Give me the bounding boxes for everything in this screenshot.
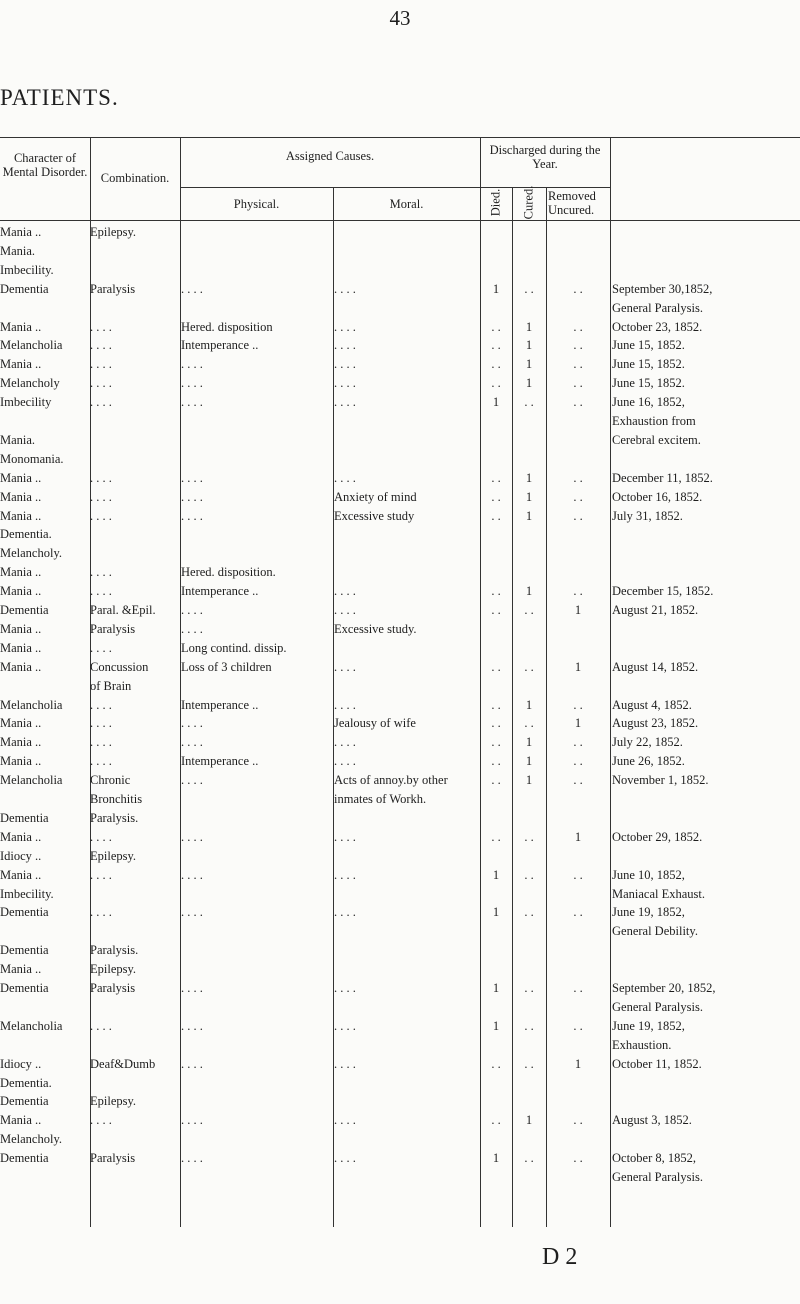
cell-comb: of Brain <box>90 678 132 693</box>
cell-comb: . . . . <box>90 867 112 882</box>
cell-dis: Melancholia <box>0 773 63 788</box>
cell-comb: Paral. &Epil. <box>90 603 156 617</box>
cell-died: . . <box>491 773 501 788</box>
cell-phys: . . . . <box>181 867 203 882</box>
cell-died: . . <box>491 470 501 485</box>
cell-moral: . . . . <box>334 395 356 410</box>
cell-rem: . . <box>573 735 583 750</box>
cell-date: Maniacal Exhaust. <box>612 886 706 901</box>
cell-dis: Dementia <box>0 603 49 617</box>
cell-cured: 1 <box>525 1113 533 1128</box>
cell-rem: . . <box>573 905 583 920</box>
cell-dis: Mania .. <box>0 716 42 731</box>
cell-date: October 23, 1852. <box>612 319 703 334</box>
cell-cured: . . <box>524 603 534 617</box>
cell-rem: 1 <box>574 716 582 731</box>
cell-cured: . . <box>524 281 534 296</box>
cell-rem: 1 <box>574 829 582 844</box>
cell-rem: . . <box>573 508 583 523</box>
cell-moral: . . . . <box>334 1151 356 1166</box>
cell-dis: Dementia <box>0 905 49 920</box>
cell-rem: . . <box>573 395 583 410</box>
patients-table <box>0 137 800 1237</box>
cell-comb: . . . . <box>90 357 112 372</box>
cell-dis: Melancholy. <box>0 1132 63 1147</box>
cell-cured: . . <box>524 1151 534 1166</box>
cell-comb: . . . . <box>90 338 112 353</box>
cell-phys: . . . . <box>181 1018 203 1033</box>
cell-cured: 1 <box>525 773 533 788</box>
header-discharged: Discharged during the Year. <box>489 143 601 171</box>
cell-comb: . . . . <box>90 905 112 920</box>
cell-moral: inmates of Workh. <box>334 792 427 806</box>
cell-rem: 1 <box>574 1056 582 1071</box>
cell-cured: 1 <box>525 470 533 485</box>
cell-comb: . . . . <box>90 754 112 769</box>
cell-date: December 11, 1852. <box>612 470 713 485</box>
cell-dis: Mania .. <box>0 735 42 750</box>
cell-rem: . . <box>573 1151 583 1166</box>
cell-dis: Melancholy <box>0 376 60 391</box>
cell-dis: Dementia. <box>0 1075 52 1090</box>
cell-dis: Mania .. <box>0 640 42 655</box>
cell-moral: . . . . <box>334 905 356 920</box>
cell-comb: Paralysis <box>90 981 136 995</box>
cell-dis: Mania .. <box>0 1113 42 1128</box>
cell-cured: . . <box>524 1018 534 1033</box>
cell-died: . . <box>491 1113 501 1128</box>
cell-comb: Epilepsy. <box>90 225 137 239</box>
header-died: Died. <box>488 188 503 217</box>
cell-comb: . . . . <box>90 395 112 410</box>
cell-phys: . . . . <box>181 1056 203 1071</box>
cell-moral: . . . . <box>334 584 356 599</box>
cell-date: December 15, 1852. <box>612 584 714 599</box>
cell-phys: . . . . <box>181 621 203 636</box>
cell-dis: Mania .. <box>0 319 42 334</box>
cell-died: . . <box>491 489 501 504</box>
cell-dis: Mania .. <box>0 659 42 674</box>
cell-dis: Dementia <box>0 1151 49 1166</box>
cell-date: August 3, 1852. <box>612 1113 692 1128</box>
cell-comb: . . . . <box>90 829 112 844</box>
cell-date: August 23, 1852. <box>612 716 699 731</box>
cell-dis: Monomania. <box>0 451 64 466</box>
cell-phys: . . . . <box>181 829 203 844</box>
cell-died: . . <box>491 829 501 844</box>
cell-moral: . . . . <box>334 1113 356 1128</box>
cell-dis: Mania .. <box>0 357 42 372</box>
cell-moral: . . . . <box>334 754 356 769</box>
cell-moral: . . . . <box>334 376 356 391</box>
cell-rem: . . <box>573 773 583 788</box>
cell-date: September 30,1852, <box>612 281 713 296</box>
cell-died: . . <box>491 319 501 334</box>
cell-date: August 14, 1852. <box>612 659 699 674</box>
cell-cured: 1 <box>525 735 533 750</box>
cell-phys: . . . . <box>181 1151 203 1166</box>
cell-dis: Dementia <box>0 1094 49 1109</box>
cell-rem: 1 <box>574 659 582 674</box>
cell-date: General Paralysis. <box>612 1170 703 1184</box>
cell-cured: 1 <box>525 697 533 712</box>
cell-date: September 20, 1852, <box>612 981 716 995</box>
cell-dis: Imbecility <box>0 395 52 410</box>
cell-rem: . . <box>573 1113 583 1128</box>
cell-cured: 1 <box>525 584 533 599</box>
cell-dis: Mania. <box>0 432 36 447</box>
cell-dis: Mania .. <box>0 225 42 239</box>
cell-comb: Deaf&Dumb <box>90 1056 156 1071</box>
cell-phys: . . . . <box>181 905 203 920</box>
cell-comb: Paralysis <box>90 281 136 296</box>
cell-date: General Debility. <box>612 924 698 939</box>
cell-moral: . . . . <box>334 981 356 995</box>
cell-dis: Dementia <box>0 981 49 995</box>
cell-moral: Acts of annoy.by other <box>334 773 448 788</box>
cell-cured: 1 <box>525 508 533 523</box>
cell-died: 1 <box>492 395 500 410</box>
cell-cured: 1 <box>525 489 533 504</box>
cell-phys: Hered. disposition <box>181 319 273 334</box>
cell-cured: . . <box>524 905 534 920</box>
cell-date: June 16, 1852, <box>612 395 685 410</box>
cell-date: October 8, 1852, <box>612 1151 697 1166</box>
cell-died: . . <box>491 697 501 712</box>
cell-rem: . . <box>573 338 583 353</box>
cell-dis: Melancholia <box>0 338 63 353</box>
cell-comb: . . . . <box>90 716 112 731</box>
cell-moral: . . . . <box>334 659 356 674</box>
cell-dis: Dementia <box>0 281 49 296</box>
cell-comb: Bronchitis <box>90 792 143 806</box>
cell-comb: . . . . <box>90 508 112 523</box>
cell-died: 1 <box>492 867 500 882</box>
cell-comb: . . . . <box>90 697 112 712</box>
cell-dis: Melancholia <box>0 1018 63 1033</box>
header-combination: Combination. <box>100 171 170 185</box>
cell-date: Exhaustion from <box>612 414 696 428</box>
cell-died: 1 <box>492 905 500 920</box>
cell-comb: . . . . <box>90 376 112 391</box>
cell-comb: Epilepsy. <box>90 962 137 977</box>
cell-dis: Dementia. <box>0 527 52 542</box>
cell-died: 1 <box>492 981 500 995</box>
cell-died: . . <box>491 735 501 750</box>
cell-phys: . . . . <box>181 489 203 504</box>
cell-died: 1 <box>492 1151 500 1166</box>
cell-dis: Mania .. <box>0 508 42 523</box>
cell-date: August 21, 1852. <box>612 603 699 617</box>
cell-rem: . . <box>573 357 583 372</box>
cell-phys: . . . . <box>181 395 203 410</box>
cell-date: Exhaustion. <box>612 1037 672 1052</box>
page-heading: PATIENTS. <box>0 85 119 110</box>
cell-dis: Mania .. <box>0 962 42 977</box>
cell-died: . . <box>491 603 501 617</box>
page-number: 43 <box>389 6 411 30</box>
cell-date: Cerebral excitem. <box>612 432 701 447</box>
cell-date: General Paralysis. <box>612 300 703 315</box>
cell-cured: . . <box>524 829 534 844</box>
cell-phys: . . . . <box>181 1113 203 1128</box>
cell-moral: . . . . <box>334 1056 356 1071</box>
cell-dis: Mania .. <box>0 621 42 636</box>
cell-rem: . . <box>573 697 583 712</box>
cell-cured: 1 <box>525 376 533 391</box>
col-rule-7 <box>610 137 611 1227</box>
cell-phys: . . . . <box>181 735 203 750</box>
cell-died: 1 <box>492 1018 500 1033</box>
cell-phys: . . . . <box>181 357 203 372</box>
cell-comb: . . . . <box>90 1113 112 1128</box>
cell-moral: Excessive study <box>334 508 415 523</box>
cell-rem: 1 <box>574 603 582 617</box>
cell-moral: . . . . <box>334 603 356 617</box>
cell-moral: . . . . <box>334 319 356 334</box>
cell-phys: . . . . <box>181 981 203 995</box>
cell-comb: . . . . <box>90 640 112 655</box>
cell-dis: Mania .. <box>0 829 42 844</box>
cell-phys: Intemperance .. <box>181 754 259 769</box>
cell-comb: Paralysis. <box>90 810 139 825</box>
cell-cured: 1 <box>525 357 533 372</box>
cell-comb: . . . . <box>90 735 112 750</box>
cell-died: . . <box>491 338 501 353</box>
cell-moral: Jealousy of wife <box>334 716 416 731</box>
header-cured: Cured. <box>521 185 536 220</box>
cell-phys: Loss of 3 children <box>181 659 272 674</box>
cell-comb: Paralysis <box>90 621 136 636</box>
cell-died: 1 <box>492 281 500 296</box>
cell-comb: . . . . <box>90 1018 112 1033</box>
cell-date: November 1, 1852. <box>612 773 709 788</box>
cell-rem: . . <box>573 376 583 391</box>
cell-date: August 4, 1852. <box>612 697 692 712</box>
footer-signature: D 2 <box>542 1244 578 1270</box>
cell-dis: Mania. <box>0 243 36 258</box>
cell-comb: . . . . <box>90 584 112 599</box>
cell-dis: Mania .. <box>0 584 42 599</box>
cell-cured: . . <box>524 716 534 731</box>
cell-died: . . <box>491 584 501 599</box>
cell-rem: . . <box>573 489 583 504</box>
cell-cured: 1 <box>525 338 533 353</box>
cell-moral: . . . . <box>334 697 356 712</box>
cell-rem: . . <box>573 584 583 599</box>
cell-comb: . . . . <box>90 565 112 580</box>
cell-cured: . . <box>524 981 534 995</box>
cell-rem: . . <box>573 981 583 995</box>
cell-moral: . . . . <box>334 470 356 485</box>
cell-phys: . . . . <box>181 281 203 296</box>
cell-phys: . . . . <box>181 470 203 485</box>
cell-died: . . <box>491 357 501 372</box>
cell-died: . . <box>491 376 501 391</box>
cell-comb: Chronic <box>90 773 131 788</box>
cell-date: June 15, 1852. <box>612 376 685 391</box>
cell-moral: . . . . <box>334 829 356 844</box>
cell-phys: Hered. disposition. <box>181 565 276 580</box>
cell-comb: Concussion <box>90 659 149 674</box>
cell-rem: . . <box>573 470 583 485</box>
cell-comb: Paralysis <box>90 1151 136 1166</box>
cell-comb: . . . . <box>90 319 112 334</box>
cell-phys: . . . . <box>181 603 203 617</box>
cell-comb: Paralysis. <box>90 943 139 958</box>
header-physical: Physical. <box>233 197 280 211</box>
cell-phys: . . . . <box>181 376 203 391</box>
cell-phys: . . . . <box>181 773 203 788</box>
cell-rem: . . <box>573 1018 583 1033</box>
cell-comb: . . . . <box>90 470 112 485</box>
cell-cured: 1 <box>525 319 533 334</box>
cell-rem: . . <box>573 867 583 882</box>
header-moral: Moral. <box>389 197 424 211</box>
cell-date: June 15, 1852. <box>612 338 685 353</box>
cell-rem: . . <box>573 319 583 334</box>
cell-comb: Epilepsy. <box>90 848 137 863</box>
cell-dis: Mania .. <box>0 489 42 504</box>
cell-comb: . . . . <box>90 489 112 504</box>
cell-phys: Intemperance .. <box>181 584 259 599</box>
cell-moral: . . . . <box>334 735 356 750</box>
cell-date: June 19, 1852, <box>612 1018 685 1033</box>
cell-dis: Imbecility. <box>0 886 54 901</box>
cell-died: . . <box>491 508 501 523</box>
cell-phys: . . . . <box>181 716 203 731</box>
table-top-rule <box>0 137 800 138</box>
cell-date: July 22, 1852. <box>612 735 683 750</box>
cell-date: October 11, 1852. <box>612 1056 702 1071</box>
cell-moral: Excessive study. <box>334 621 417 636</box>
header-assigned-causes: Assigned Causes. <box>285 149 375 163</box>
cell-date: General Paralysis. <box>612 999 703 1014</box>
cell-dis: Dementia <box>0 943 49 958</box>
cell-phys: Long contind. dissip. <box>181 640 287 655</box>
cell-dis: Mania .. <box>0 565 42 580</box>
cell-date: June 19, 1852, <box>612 905 685 920</box>
cell-cured: . . <box>524 395 534 410</box>
cell-comb: Epilepsy. <box>90 1094 137 1109</box>
cell-moral: . . . . <box>334 1018 356 1033</box>
cell-dis: Idiocy .. <box>0 1056 42 1071</box>
cell-cured: . . <box>524 1056 534 1071</box>
cell-moral: . . . . <box>334 281 356 296</box>
cell-date: June 15, 1852. <box>612 357 685 372</box>
cell-moral: . . . . <box>334 357 356 372</box>
cell-dis: Mania .. <box>0 470 42 485</box>
cell-dis: Melancholia <box>0 697 63 712</box>
cell-cured: 1 <box>525 754 533 769</box>
cell-moral: Anxiety of mind <box>334 489 417 504</box>
cell-dis: Mania .. <box>0 754 42 769</box>
cell-cured: . . <box>524 659 534 674</box>
cell-date: October 16, 1852. <box>612 489 703 504</box>
cell-phys: Intemperance .. <box>181 697 259 712</box>
cell-date: June 10, 1852, <box>612 867 685 882</box>
cell-died: . . <box>491 659 501 674</box>
cell-died: . . <box>491 716 501 731</box>
header-bottom-rule <box>0 220 800 221</box>
cell-dis: Mania .. <box>0 867 42 882</box>
cell-date: October 29, 1852. <box>612 829 703 844</box>
cell-date: June 26, 1852. <box>612 754 685 769</box>
cell-died: . . <box>491 1056 501 1071</box>
cell-phys: Intemperance .. <box>181 338 259 353</box>
cell-cured: . . <box>524 867 534 882</box>
cell-dis: Imbecility. <box>0 262 54 277</box>
cell-moral: . . . . <box>334 867 356 882</box>
cell-phys: . . . . <box>181 508 203 523</box>
cell-moral: . . . . <box>334 338 356 353</box>
cell-dis: Idiocy .. <box>0 848 42 863</box>
cell-dis: Melancholy. <box>0 546 63 561</box>
cell-rem: . . <box>573 754 583 769</box>
header-removed: Removed Uncured. <box>548 189 596 217</box>
cell-date: July 31, 1852. <box>612 508 683 523</box>
cell-died: . . <box>491 754 501 769</box>
cell-dis: Dementia <box>0 810 49 825</box>
header-character: Character of Mental Disorder. <box>2 151 88 179</box>
cell-rem: . . <box>573 281 583 296</box>
